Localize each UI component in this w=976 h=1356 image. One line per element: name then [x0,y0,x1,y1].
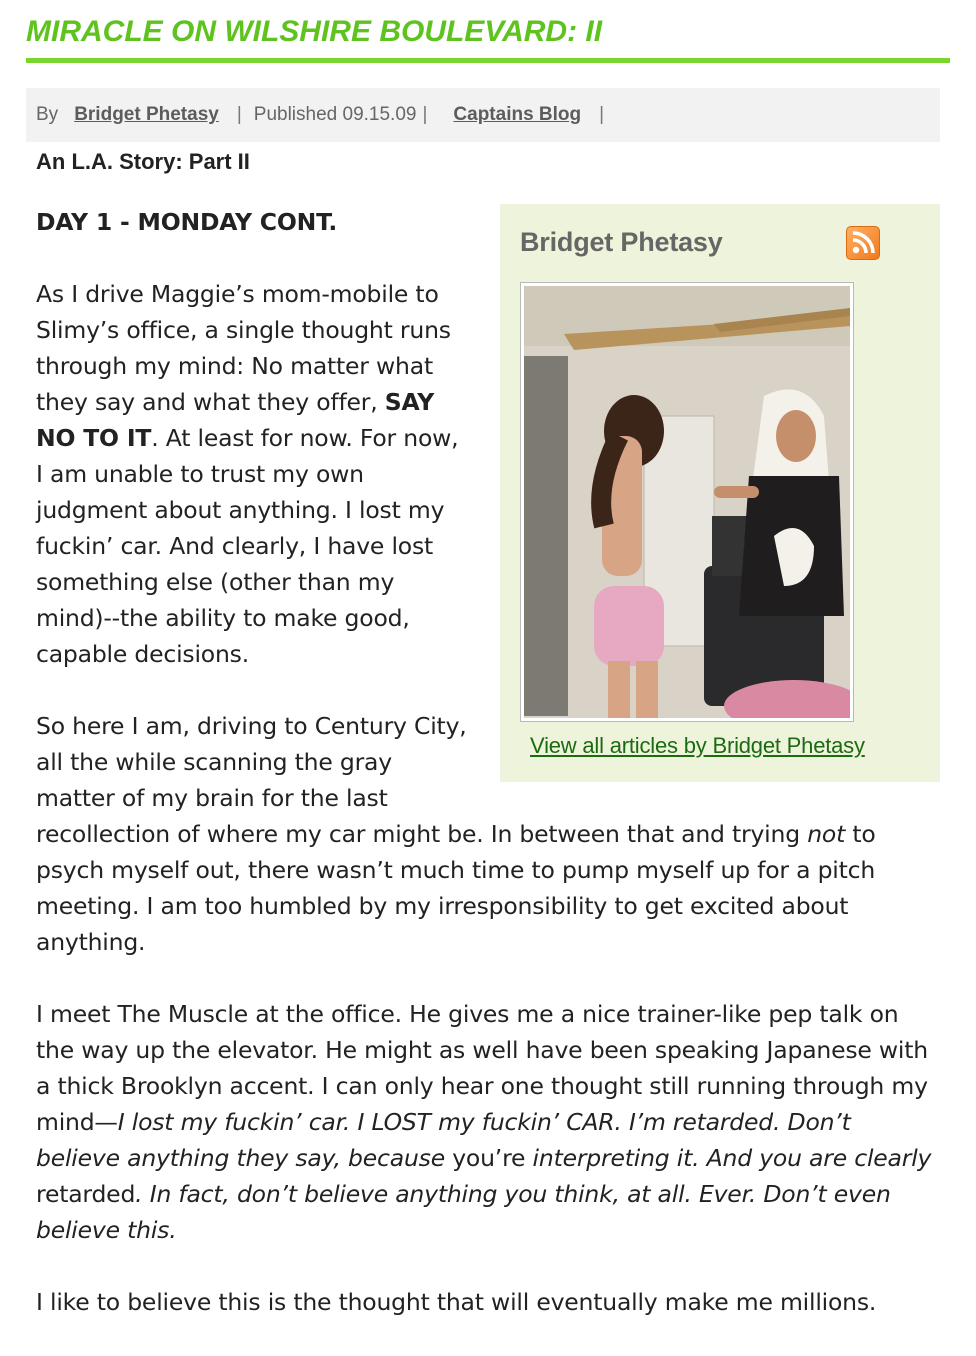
article-subtitle: An L.A. Story: Part II [36,149,250,174]
paragraph-text: retarded [36,1180,136,1208]
meta-separator: | [236,104,242,125]
article-body [36,204,936,1356]
author-box [500,204,940,782]
paragraph-bold-text: SAY NO TO IT [36,388,435,452]
paragraph-italic-text: not [807,820,846,848]
meta-separator: | [422,104,428,125]
author-photo[interactable] [520,282,854,722]
paragraph-text: As I drive Maggie’s mom-mobile to Slimy’s office, a single thought runs through my mind: No matter what they say and what they offer, [36,280,451,416]
article-meta-bar [26,88,940,142]
paragraph-text: you’re [452,1144,533,1172]
by-label: By [36,104,59,125]
paragraph-text: So here I am, driving to Century City, all the while scanning the gray matter of my brain for the last recollection of where my car might be. In between that and trying [36,712,808,848]
published-date: Published 09.15.09 [253,104,417,125]
paragraph-italic-text: I lost my fuckin’ car. I LOST my fuckin’ CAR. I’m retarded. Don’t believe anything they say, because [36,1108,851,1172]
day-heading: DAY 1 - MONDAY CONT. [36,208,338,236]
author-link[interactable]: Bridget Phetasy [74,104,219,125]
rss-icon[interactable] [846,226,880,260]
author-photo-image [524,286,850,718]
paragraph-italic-text: . In fact, don’t believe anything you think, at all. Ever. Don’t even believe this. [36,1180,891,1244]
category-link[interactable]: Captains Blog [453,104,582,125]
view-all-articles-link[interactable]: View all articles by Bridget Phetasy [530,733,865,758]
article-title: MIRACLE ON WILSHIRE BOULEVARD: II [26,10,950,63]
author-box-name: Bridget Phetasy [520,227,723,257]
paragraph-text: to psych myself out, there wasn’t much time to pump myself up for a pitch meeting. I am too humbled by my irresponsibility to get excited about anything. [36,820,876,956]
meta-separator: | [599,104,605,125]
paragraph-italic-text: interpreting it. And you are clearly [532,1144,932,1172]
paragraph-text: . At least for now. For now, I am unable to trust my own judgment about anything. I lost my fuckin’ car. And clearly, I have lost something else (other than my mind)--the ability to make good, capable decisions. [36,424,459,668]
article-paragraph [36,996,936,1248]
paragraph-text: I meet The Muscle at the office. He gives me a nice trainer-like pep talk on the way up the elevator. He might as well have been speaking Japanese with a thick Brooklyn accent. I can only hear one thought still running through my mind— [36,1000,928,1136]
article-paragraph: I like to believe this is the thought that will eventually make me millions. [36,1288,877,1316]
